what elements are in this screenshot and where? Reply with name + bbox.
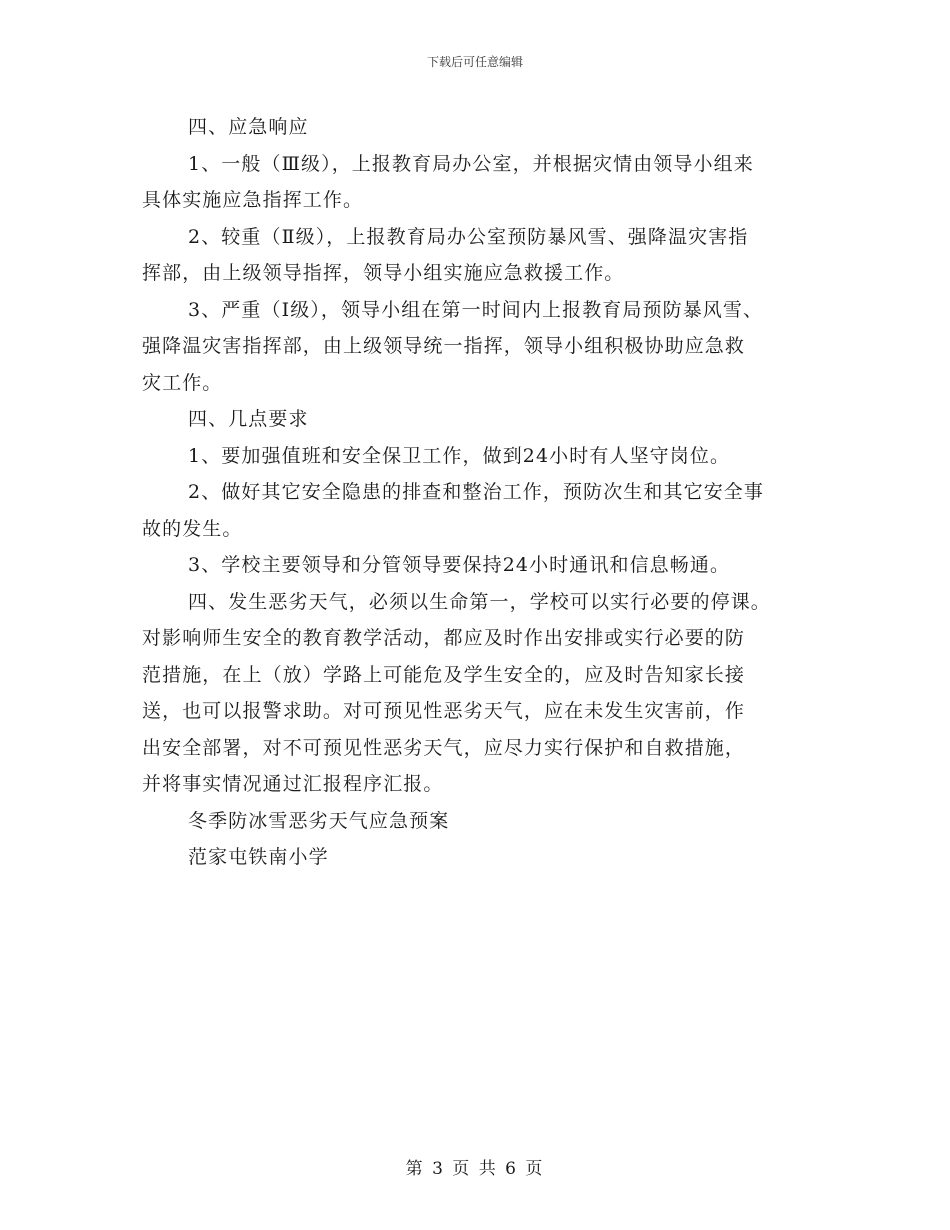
paragraph-line: 四、发生恶劣天气，必须以生命第一，学校可以实行必要的停课。: [188, 590, 771, 613]
school-name-line: 范家屯铁南小学: [188, 846, 329, 868]
paragraph-line: 故的发生。: [142, 517, 243, 540]
paragraph-line: 出安全部署，对不可预见性恶劣天气，应尽力实行保护和自救措施，: [142, 736, 746, 759]
paragraph-line: 2、较重（Ⅱ级），上报教育局办公室预防暴风雪、强降温灾害指: [188, 225, 749, 248]
page-number-footer: 第 3 页 共 6 页: [405, 1159, 545, 1179]
paragraph-line: 范措施，在上（放）学路上可能危及学生安全的，应及时告知家长接: [142, 663, 746, 686]
section-heading: 四、几点要求: [188, 408, 309, 430]
paragraph-line: 1、要加强值班和安全保卫工作，做到24小时有人坚守岗位。: [188, 444, 731, 467]
paragraph-line: 挥部，由上级领导指挥，领导小组实施应急救援工作。: [142, 262, 625, 284]
paragraph-line: 具体实施应急指挥工作。: [142, 189, 364, 211]
header-note: 下载后可任意编辑: [426, 55, 523, 69]
document-title-line: 冬季防冰雪恶劣天气应急预案: [188, 809, 450, 832]
document-body: [142, 109, 822, 876]
paragraph-line: 灾工作。: [142, 371, 223, 394]
paragraph-line: 1、一般（Ⅲ级），上报教育局办公室，并根据灾情由领导小组来: [188, 152, 754, 175]
paragraph-line: 2、做好其它安全隐患的排查和整治工作，预防次生和其它安全事: [188, 481, 764, 503]
paragraph-line: 送，也可以报警求助。对可预见性恶劣天气，应在未发生灾害前，作: [142, 700, 746, 722]
paragraph-line: 3、严重（Ⅰ级），领导小组在第一时间内上报教育局预防暴风雪、: [188, 298, 764, 321]
paragraph-line: 强降温灾害指挥部，由上级领导统一指挥，领导小组积极协助应急救: [142, 335, 746, 357]
section-heading: 四、应急响应: [188, 116, 309, 138]
paragraph-line: 对影响师生安全的教育教学活动，都应及时作出安排或实行必要的防: [142, 627, 746, 649]
paragraph-line: 并将事实情况通过汇报程序汇报。: [142, 773, 444, 795]
paragraph-line: 3、学校主要领导和分管领导要保持24小时通讯和信息畅通。: [188, 554, 731, 576]
